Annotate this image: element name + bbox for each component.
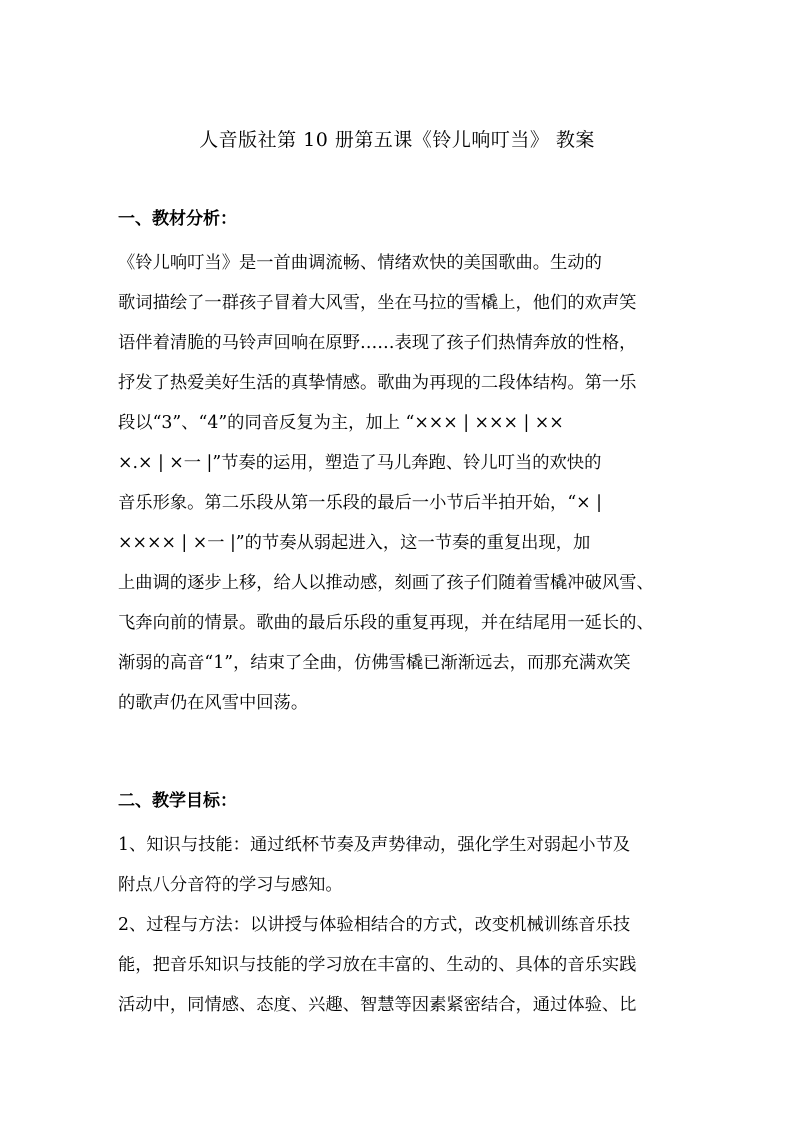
paragraph-line: ×.× | ×一 |”节奏的运用，塑造了马儿奔跑、铃儿叮当的欢快的	[118, 453, 602, 473]
paragraph-line: 渐弱的高音“1”，结束了全曲，仿佛雪橇已渐渐远去，而那充满欢笑	[118, 653, 631, 673]
paragraph-line: 歌词描绘了一群孩子冒着大风雪，坐在马拉的雪橇上，他们的欢声笑	[118, 293, 637, 313]
document-title: 人音版社第 10 册第五课《铃儿响叮当》 教案	[199, 129, 595, 151]
paragraph-line: 段以“3”、“4”的同音反复为主，加上 “××× | ××× | ××	[118, 413, 564, 433]
paragraph-line: 1、知识与技能：通过纸杯节奏及声势律动，强化学生对弱起小节及	[118, 835, 631, 855]
paragraph-line: 音乐形象。第二乐段从第一乐段的最后一小节后半拍开始，“× |	[118, 493, 602, 513]
paragraph-line: 上曲调的逐步上移，给人以推动感，刻画了孩子们随着雪橇冲破风雪、	[118, 573, 654, 593]
paragraph-line: 飞奔向前的情景。歌曲的最后乐段的重复再现，并在结尾用一延长的、	[118, 613, 654, 633]
paragraph-line: 的歌声仍在风雪中回荡。	[118, 693, 309, 713]
section-heading-goals: 二、教学目标：	[118, 791, 237, 811]
paragraph-line: 《铃儿响叮当》是一首曲调流畅、情绪欢快的美国歌曲。生动的	[118, 253, 602, 273]
paragraph-line: 附点八分音符的学习与感知。	[118, 875, 343, 895]
paragraph-line: 抒发了热爱美好生活的真挚情感。歌曲为再现的二段体结构。第一乐	[118, 373, 637, 393]
paragraph-line: 语伴着清脆的马铃声回响在原野……表现了孩子们热情奔放的性格，	[118, 333, 637, 353]
paragraph-line: 活动中，同情感、态度、兴趣、智慧等因素紧密结合，通过体验、比	[118, 995, 637, 1015]
paragraph-line: 2、过程与方法：以讲授与体验相结合的方式，改变机械训练音乐技	[118, 915, 631, 935]
section-heading-analysis: 一、教材分析：	[118, 209, 237, 229]
paragraph-line: ×××× | ×一 |”的节奏从弱起进入，这一节奏的重复出现，加	[118, 533, 591, 553]
paragraph-line: 能，把音乐知识与技能的学习放在丰富的、生动的、具体的音乐实践	[118, 955, 637, 975]
